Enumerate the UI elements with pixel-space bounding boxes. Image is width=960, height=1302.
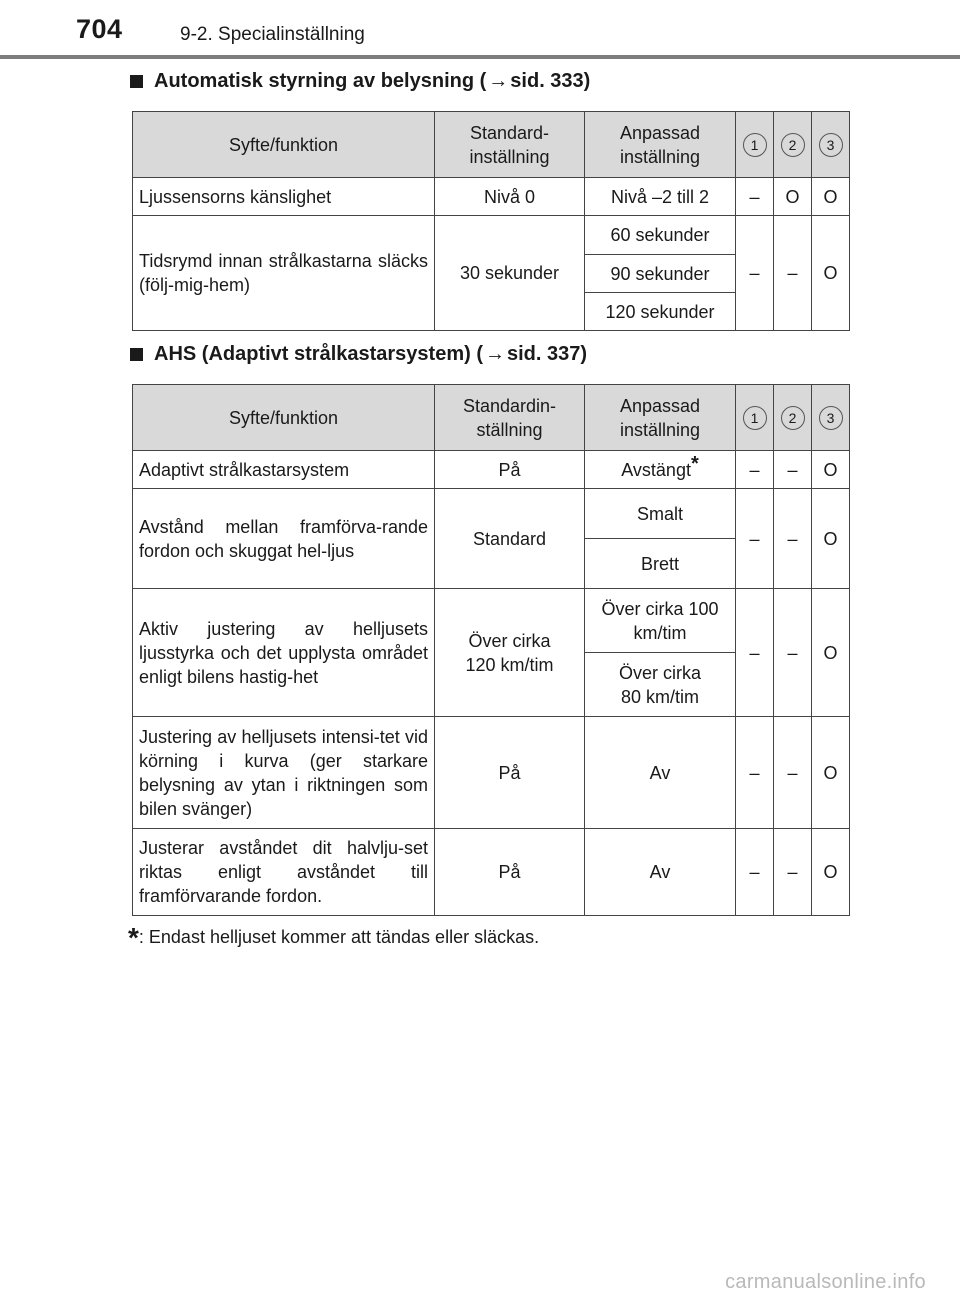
section-title: 9-2. Specialinställning — [180, 24, 365, 45]
cell-purpose: Justering av helljusets intensi-tet vid körning i kurva (ger starkare belysning av ytan i riktningen som bilen svänger) — [133, 717, 435, 829]
cell-c1: – — [736, 451, 774, 489]
heading-text: Automatisk styrning av belysning ( — [154, 70, 487, 92]
table-row — [133, 178, 850, 216]
square-bullet-icon — [130, 348, 143, 361]
page-number: 704 — [76, 14, 123, 44]
table-row — [133, 216, 850, 255]
section-heading-ahs — [130, 343, 587, 366]
cell-purpose: Avstånd mellan framförva-rande fordon och skuggat hel-ljus — [133, 489, 435, 589]
table-row — [133, 717, 850, 829]
cell-c3: O — [812, 829, 850, 916]
cell-c2: – — [774, 829, 812, 916]
cell-c1: – — [736, 216, 774, 331]
cell-custom: Över cirka 100 km/tim — [585, 589, 736, 653]
heading-page-ref: sid. 333) — [510, 70, 591, 92]
cell-custom: Av — [585, 829, 736, 916]
cell-custom: 90 sekunder — [585, 255, 736, 293]
section-heading-lighting — [130, 70, 590, 93]
cell-c3: O — [812, 451, 850, 489]
col-header-2 — [774, 112, 812, 178]
circled-1-icon: 1 — [743, 406, 767, 430]
cell-default: På — [435, 451, 585, 489]
cell-c2: – — [774, 589, 812, 717]
cell-c2: O — [774, 178, 812, 216]
table-row — [133, 829, 850, 916]
cell-purpose: Tidsrymd innan strålkastarna släcks (följ-mig-hem) — [133, 216, 435, 331]
table-row — [133, 489, 850, 539]
col-header-default: Standard- inställning — [435, 112, 585, 178]
cell-c3: O — [812, 216, 850, 331]
cell-custom: Brett — [585, 539, 736, 589]
table-row — [133, 589, 850, 653]
circled-3-icon: 3 — [819, 406, 843, 430]
circled-3-icon: 3 — [819, 133, 843, 157]
table-row — [133, 451, 850, 489]
cell-default: På — [435, 829, 585, 916]
col-header-2 — [774, 385, 812, 451]
cell-c3: O — [812, 178, 850, 216]
cell-c1: – — [736, 589, 774, 717]
col-header-1 — [736, 112, 774, 178]
cell-purpose: Ljussensorns känslighet — [133, 178, 435, 216]
cell-default: Nivå 0 — [435, 178, 585, 216]
table-header-row — [133, 385, 850, 451]
col-header-custom: Anpassad inställning — [585, 385, 736, 451]
heading-page-ref: sid. 337) — [507, 343, 588, 365]
cell-default: På — [435, 717, 585, 829]
table-ahs — [132, 384, 850, 916]
cell-default: Standard — [435, 489, 585, 589]
watermark: carmanualsonline.info — [725, 1271, 926, 1293]
cell-purpose: Aktiv justering av helljusets ljusstyrka och det upplysta området enligt bilens hastig-het — [133, 589, 435, 717]
cell-c1: – — [736, 489, 774, 589]
col-header-purpose: Syfte/funktion — [133, 112, 435, 178]
col-header-default: Standardin- ställning — [435, 385, 585, 451]
cell-c3: O — [812, 717, 850, 829]
cell-purpose: Adaptivt strålkastarsystem — [133, 451, 435, 489]
circled-2-icon: 2 — [781, 406, 805, 430]
col-header-3 — [812, 385, 850, 451]
col-header-custom: Anpassad inställning — [585, 112, 736, 178]
cell-c2: – — [774, 717, 812, 829]
cell-c2: – — [774, 216, 812, 331]
cell-c1: – — [736, 717, 774, 829]
circled-1-icon: 1 — [743, 133, 767, 157]
footnote-mark: * — [690, 452, 699, 475]
cell-c2: – — [774, 451, 812, 489]
cell-default: 30 sekunder — [435, 216, 585, 331]
cell-default: Över cirka 120 km/tim — [435, 589, 585, 717]
cell-c1: – — [736, 178, 774, 216]
cell-purpose: Justerar avståndet dit halvlju-set riktas enligt avståndet till framförvarande fordon. — [133, 829, 435, 916]
footnote-star: * — [128, 922, 139, 953]
table-lighting-control — [132, 111, 850, 331]
cell-c3: O — [812, 489, 850, 589]
table-header-row — [133, 112, 850, 178]
cell-custom: 60 sekunder — [585, 216, 736, 255]
circled-2-icon: 2 — [781, 133, 805, 157]
cell-custom: 120 sekunder — [585, 293, 736, 331]
col-header-purpose: Syfte/funktion — [133, 385, 435, 451]
footnote — [128, 922, 539, 954]
cell-custom: Av — [585, 717, 736, 829]
col-header-1 — [736, 385, 774, 451]
square-bullet-icon — [130, 75, 143, 88]
cell-custom: Över cirka 80 km/tim — [585, 653, 736, 717]
cell-custom-text: Avstängt — [621, 459, 691, 480]
cell-custom — [585, 451, 736, 489]
cell-custom: Smalt — [585, 489, 736, 539]
header-rule — [0, 55, 960, 59]
arrow-right-icon: → — [485, 343, 505, 365]
col-header-3 — [812, 112, 850, 178]
heading-text: AHS (Adaptivt strålkastarsystem) ( — [154, 343, 483, 365]
cell-c1: – — [736, 829, 774, 916]
arrow-right-icon: → — [488, 70, 509, 92]
cell-c2: – — [774, 489, 812, 589]
cell-c3: O — [812, 589, 850, 717]
footnote-text: : Endast helljuset kommer att tändas eller släckas. — [138, 927, 540, 947]
cell-custom: Nivå –2 till 2 — [585, 178, 736, 216]
page-header — [0, 0, 960, 60]
